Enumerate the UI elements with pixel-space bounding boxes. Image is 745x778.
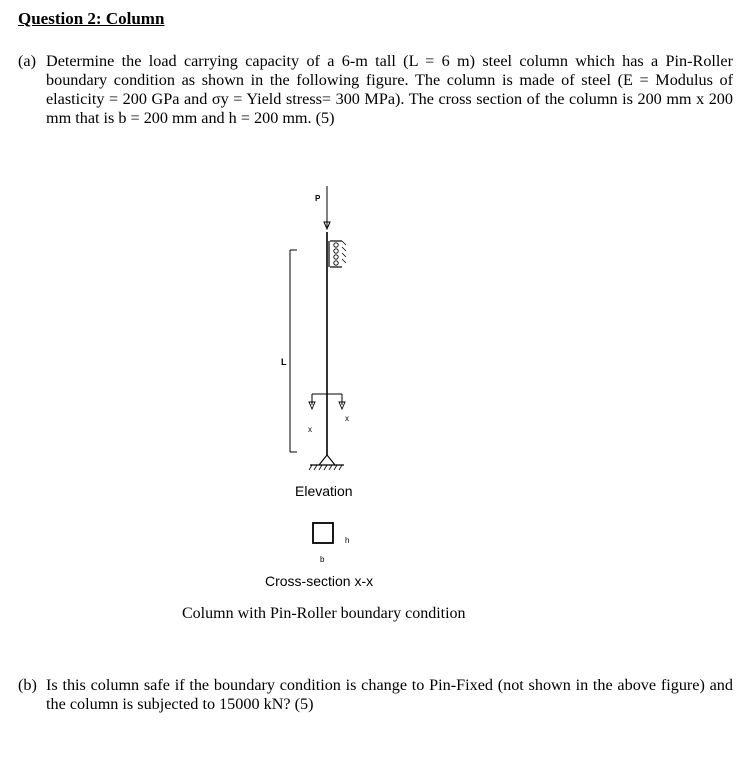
question-title: Question 2: Column — [18, 9, 165, 28]
pin-support — [309, 455, 344, 470]
cross-section-caption: Cross-section x-x — [265, 573, 374, 589]
load-label: P — [315, 194, 321, 203]
elevation-caption: Elevation — [295, 483, 353, 499]
section-mark-right: x — [345, 414, 349, 423]
cross-section-square — [313, 523, 333, 543]
part-b-paragraph — [18, 676, 733, 714]
part-b-label: (b) — [18, 676, 37, 694]
part-a-paragraph — [18, 52, 733, 128]
load-arrow — [324, 186, 330, 229]
section-cut — [309, 394, 345, 409]
length-dimension — [290, 250, 297, 452]
figure-caption: Column with Pin-Roller boundary condition — [182, 605, 466, 622]
part-b-text: Is this column safe if the boundary condition is change to Pin-Fixed (not shown in the above figure) and the column is subjected to 15000 kN? (5) — [46, 676, 733, 713]
part-a-text: Determine the load carrying capacity of a 6-m tall (L = 6 m) steel column which has a Pin-Roller boundary condition as shown in the following figure. The column is made of steel (E = Modulus of elasticity = 200 GPa and σy = Yield stress= 300 MPa). The cross section of the column is 200 mm x 200 mm that is b = 200 mm and h = 200 mm. (5) — [46, 52, 733, 127]
part-a-label: (a) — [18, 52, 36, 70]
height-label: h — [345, 536, 350, 545]
roller-support — [329, 241, 346, 267]
section-mark-left: x — [308, 425, 312, 434]
length-label: L — [281, 357, 287, 367]
width-label: b — [320, 555, 325, 564]
